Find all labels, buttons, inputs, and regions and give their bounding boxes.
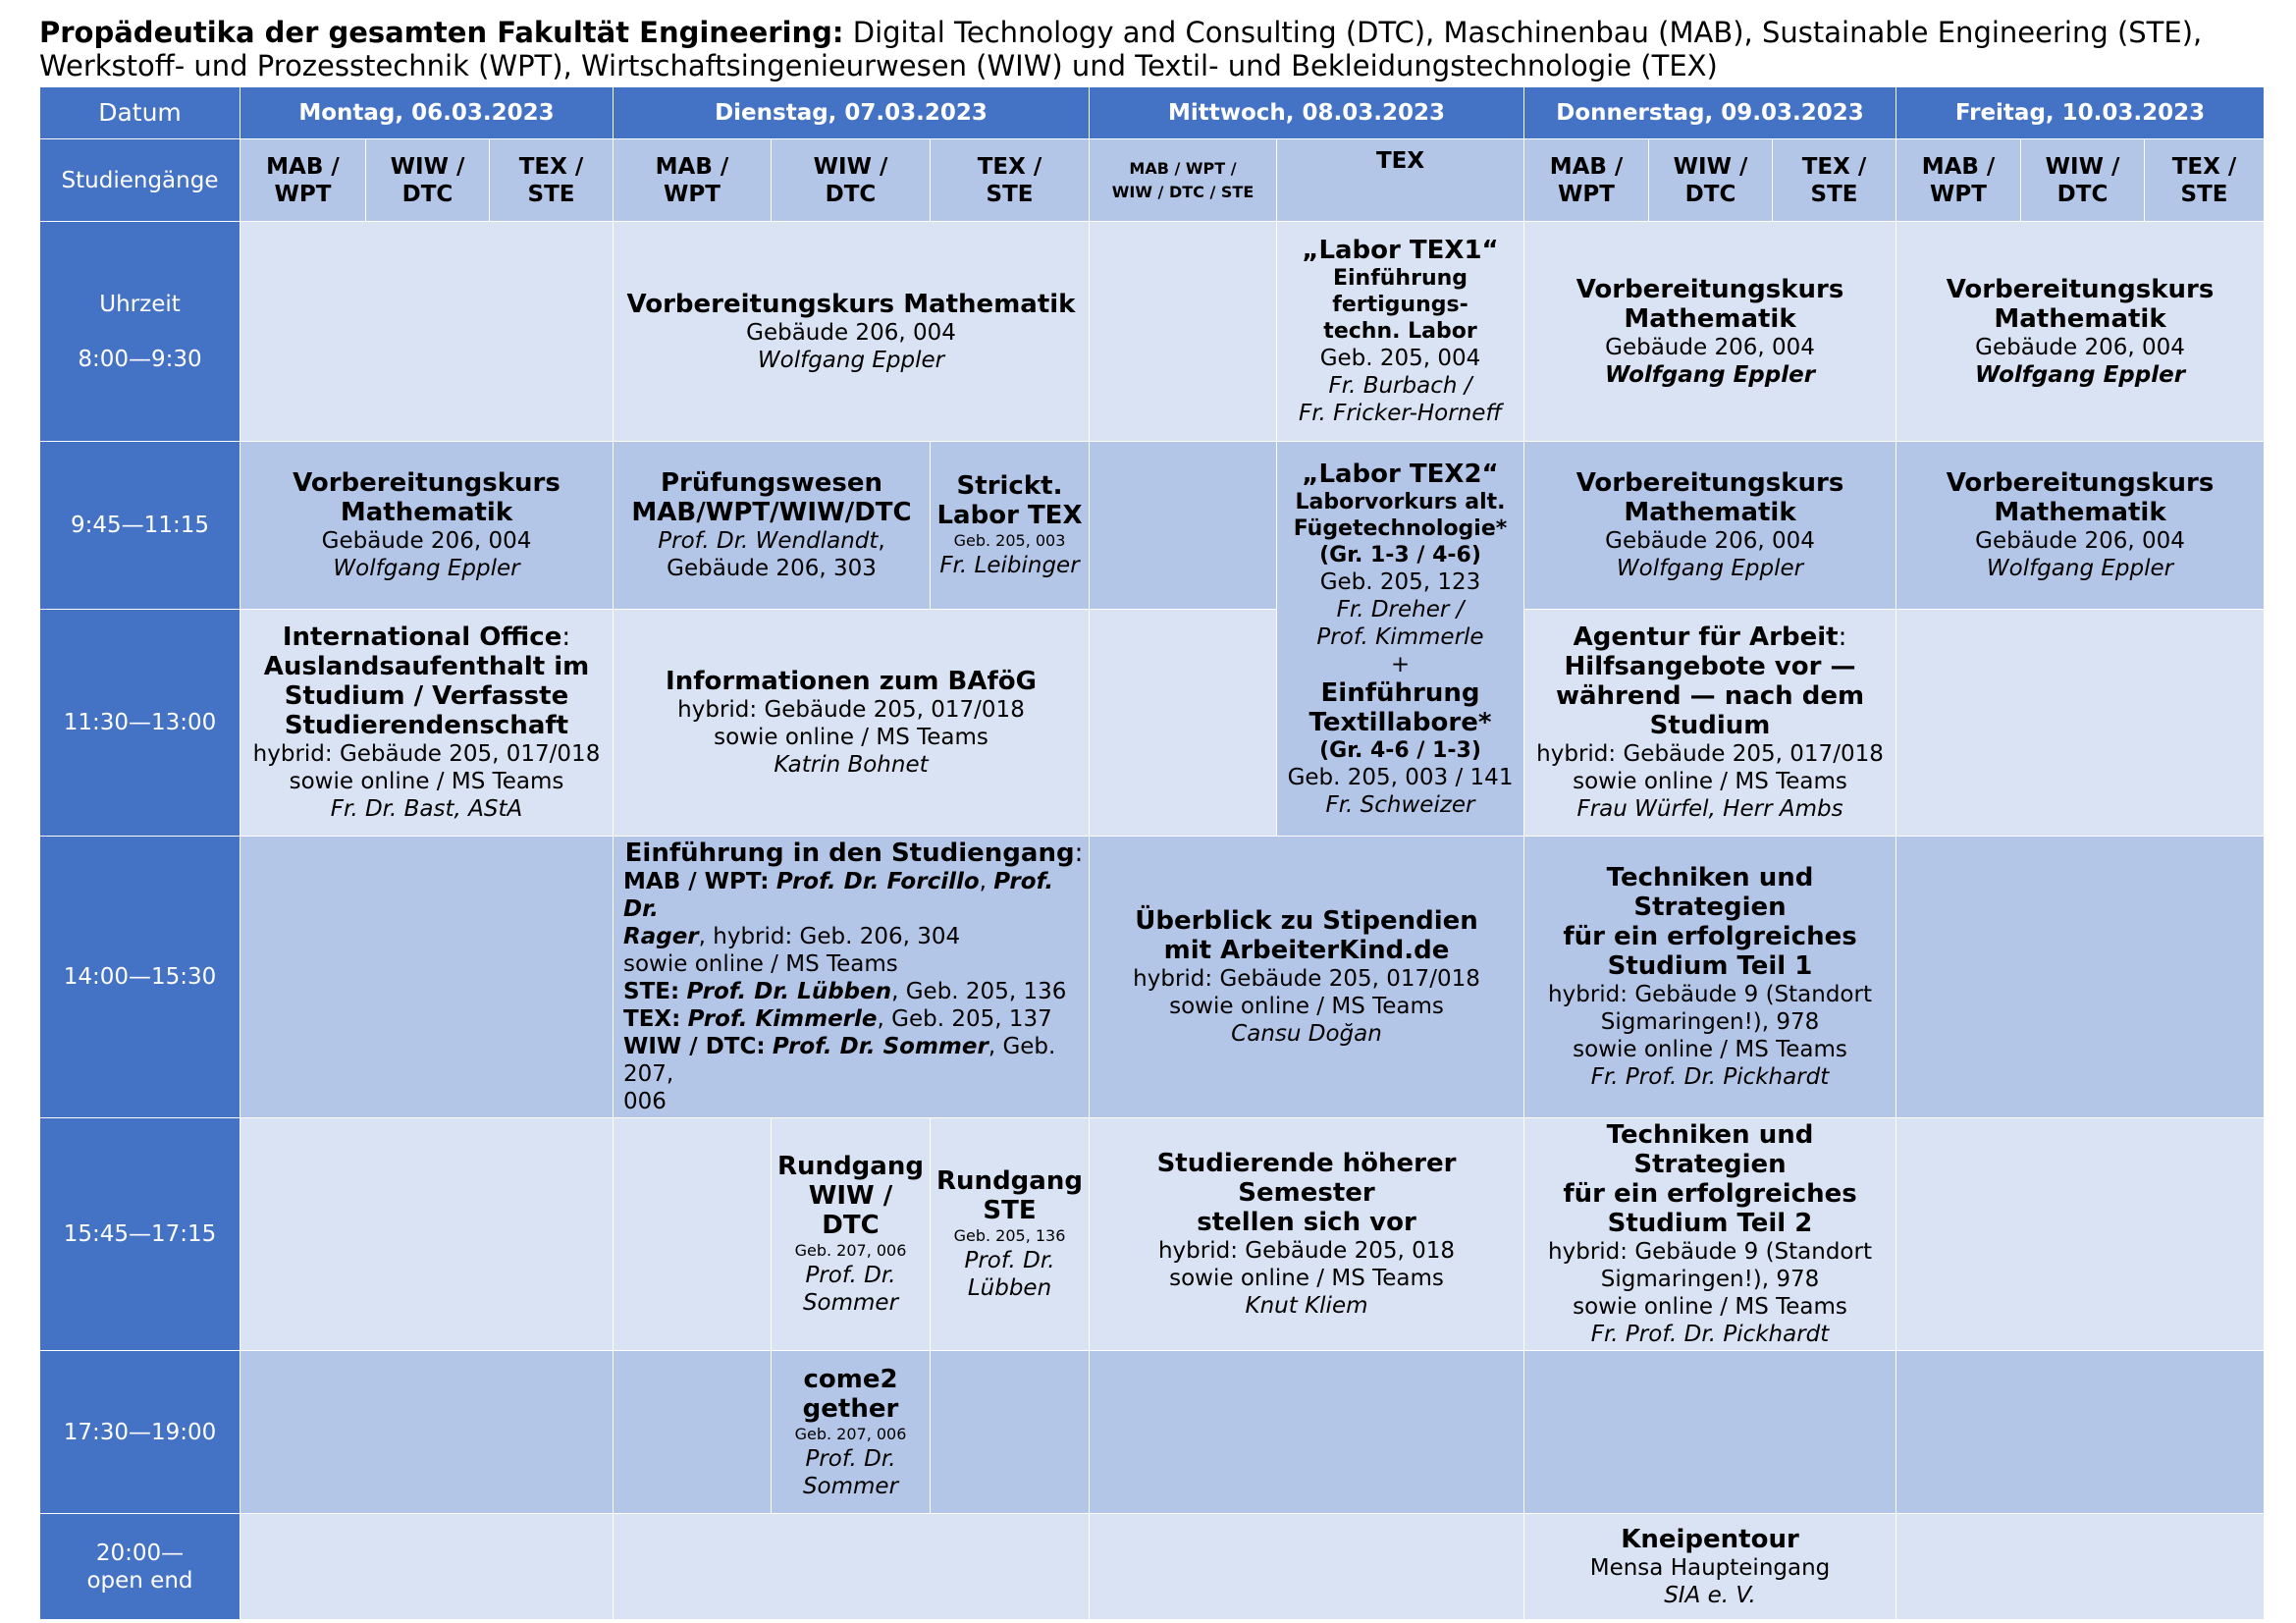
event-title: Überblick zu Stipendien <box>1135 906 1478 936</box>
event-room: Gebäude 206, 004 <box>1605 334 1815 360</box>
day-header-thursday: Donnerstag, 09.03.2023 <box>1524 87 1896 139</box>
program-label: MAB / WPT: <box>623 869 770 894</box>
event-room: , Geb. 207, <box>623 1034 1056 1087</box>
slot-row-1 <box>40 222 2265 442</box>
event-vorbereitungskurs-tue <box>614 222 1090 442</box>
time-label-5: 15:45—17:15 <box>40 1118 240 1351</box>
event-title: Rundgang <box>936 1166 1083 1196</box>
event-title: come2 <box>803 1364 898 1394</box>
empty-cell <box>1090 610 1277 837</box>
empty-cell <box>240 222 614 442</box>
program-label: STE: <box>623 979 680 1004</box>
event-title: Einführung <box>1320 677 1480 708</box>
event-location: hybrid: Gebäude 9 (Standort <box>1548 1239 1872 1265</box>
event-vorbereitungskurs-thu-2 <box>1524 442 1896 610</box>
event-hoehere-semester <box>1090 1118 1524 1351</box>
event-room: Gebäude 206, 004 <box>746 319 956 346</box>
event-person: Fr. Dreher / <box>1336 596 1465 622</box>
event-subtitle: Laborvorkurs alt. <box>1295 489 1506 514</box>
time-label-6: 17:30—19:00 <box>40 1351 240 1514</box>
empty-cell <box>1090 1351 1524 1514</box>
slot-row-5 <box>40 1118 2265 1351</box>
event-person: Prof. Dr. Wendlandt <box>658 528 879 554</box>
program-line: MAB / <box>655 153 729 180</box>
event-person: Wolfgang Eppler <box>333 556 520 581</box>
event-subtitle: fertigungs- <box>1332 293 1468 317</box>
program-mab-wpt <box>614 139 772 222</box>
slot-row-7 <box>40 1514 2265 1620</box>
event-person: Prof. Kimmerle <box>1316 623 1484 650</box>
time-text: 8:00—9:30 <box>78 346 202 372</box>
event-title: Vorbereitungskurs <box>1946 468 2215 498</box>
event-person: Prof. Kimmerle <box>687 1006 878 1032</box>
day-header-monday: Montag, 06.03.2023 <box>240 87 614 139</box>
empty-cell <box>614 1118 772 1351</box>
event-vorbereitungskurs-fri-2 <box>1896 442 2265 610</box>
event-room: Geb. 207, 006 <box>794 1424 907 1443</box>
einf-wiw-line <box>623 1033 1085 1088</box>
empty-cell <box>1896 1118 2265 1351</box>
empty-cell <box>1090 1514 1524 1620</box>
event-location: hybrid: Gebäude 205, 017/018 <box>1133 966 1480 992</box>
event-title: Mathematik <box>340 498 513 527</box>
event-room: Geb. 205, 003 / 141 <box>1287 764 1514 790</box>
event-title: gether <box>802 1393 899 1424</box>
program-line: WPT <box>1930 181 1987 207</box>
empty-cell <box>1896 1351 2265 1514</box>
event-person: Wolfgang Eppler <box>1604 361 1816 388</box>
event-person: Fr. Burbach / <box>1328 373 1472 399</box>
event-room: 006 <box>623 1089 667 1114</box>
event-online: sowie online / MS Teams <box>1169 994 1444 1019</box>
studiengaenge-label: Studiengänge <box>40 139 240 222</box>
schedule-table <box>39 86 2265 1620</box>
program-line: DTC <box>2056 181 2109 207</box>
event-room: Geb. 205, 003 <box>953 531 1066 550</box>
event-location: hybrid: Gebäude 205, 018 <box>1157 1238 1456 1264</box>
empty-cell <box>614 1351 772 1514</box>
program-line: WPT <box>274 181 332 207</box>
event-person: Wolfgang Eppler <box>1974 361 2186 388</box>
event-vorbereitungskurs-mon <box>240 442 614 610</box>
event-person: Lübben <box>967 1275 1052 1301</box>
event-person: Fr. Dr. Bast, AStA <box>330 796 523 822</box>
event-location: hybrid: Gebäude 9 (Standort <box>1548 982 1872 1007</box>
event-person: Prof. Dr. <box>805 1445 896 1472</box>
program-label: TEX: <box>623 1006 681 1032</box>
program-wiw-dtc <box>366 139 490 222</box>
program-line: TEX / <box>977 153 1042 180</box>
event-title: „Labor TEX2“ <box>1302 459 1499 489</box>
event-location: hybrid: Gebäude 205, 017/018 <box>677 697 1025 723</box>
event-title: WIW / DTC <box>808 1181 893 1240</box>
program-line: STE <box>2180 181 2228 207</box>
event-techniken-teil-2 <box>1524 1118 1896 1351</box>
event-title: Studierendenschaft <box>284 711 569 740</box>
event-person: Sommer <box>802 1290 899 1316</box>
event-title: Studium <box>1649 711 1771 740</box>
event-kneipentour <box>1524 1514 1896 1620</box>
event-title: Rundgang <box>777 1152 924 1181</box>
event-title: International Office <box>282 622 562 652</box>
event-room: Gebäude 206, 004 <box>1975 334 2185 360</box>
program-line: MAB / WPT / <box>1129 158 1237 178</box>
event-title: „Labor TEX1“ <box>1302 236 1499 265</box>
program-tex-ste <box>1773 139 1896 222</box>
event-einfuehrung-studiengang <box>614 837 1090 1118</box>
einf-ste-line <box>623 978 1085 1005</box>
page-title-bold: Propädeutika der gesamten Fakultät Engineering: <box>39 16 844 49</box>
event-location: Mensa Haupteingang <box>1589 1554 1831 1581</box>
event-room: , hybrid: Geb. 206, 304 <box>698 924 961 949</box>
event-person: Wolfgang Eppler <box>1986 556 2174 581</box>
empty-cell <box>1090 442 1277 610</box>
program-line: WPT <box>664 181 721 207</box>
event-title-line <box>1528 622 1892 652</box>
empty-cell <box>240 1118 614 1351</box>
event-room: Gebäude 206, 303 <box>667 556 877 581</box>
empty-cell <box>1896 610 2265 837</box>
program-wiw-dtc <box>2021 139 2145 222</box>
event-person: Sommer <box>802 1473 899 1499</box>
time-text: open end <box>86 1567 193 1594</box>
event-person: Knut Kliem <box>1245 1293 1368 1319</box>
event-person: Prof. Dr. Forcillo <box>775 869 980 894</box>
program-line: TEX / <box>518 153 584 180</box>
event-labor-tex1 <box>1277 222 1524 442</box>
slot-row-3 <box>40 610 2265 837</box>
event-room: , Geb. 205, 137 <box>877 1006 1052 1032</box>
event-person: Prof. Dr. <box>623 869 1054 922</box>
event-subtitle: Einführung <box>1332 266 1468 291</box>
program-mab-wpt <box>1896 139 2021 222</box>
event-person: Prof. Dr. <box>964 1248 1055 1273</box>
empty-cell <box>931 1351 1090 1514</box>
plus-sign: + <box>1390 651 1411 677</box>
program-line: STE <box>527 181 575 207</box>
slot-row-6 <box>40 1351 2265 1514</box>
event-room: , Geb. 205, 136 <box>891 979 1067 1004</box>
event-title: Textillabore* <box>1308 707 1492 737</box>
time-label-7 <box>40 1514 240 1620</box>
event-title: Mathematik <box>1624 498 1796 527</box>
program-line: STE <box>1810 181 1858 207</box>
event-room: Gebäude 206, 004 <box>321 528 532 554</box>
event-location: Sigmaringen!), 978 <box>1600 1009 1820 1035</box>
program-line: WIW / <box>813 153 888 180</box>
event-location: hybrid: Gebäude 205, 017/018 <box>252 741 601 767</box>
empty-cell <box>1896 837 2265 1118</box>
event-online: sowie online / MS Teams <box>1169 1266 1444 1291</box>
slot-row-4 <box>40 837 2265 1118</box>
separator: : <box>561 622 571 652</box>
event-title: Einführung in den Studiengang <box>624 839 1075 868</box>
event-vorbereitungskurs-fri-1 <box>1896 222 2265 442</box>
date-row <box>40 87 2265 139</box>
empty-cell <box>1896 1514 2265 1620</box>
event-strickt-labor <box>931 442 1090 610</box>
event-online: sowie online / MS Teams <box>1573 1294 1847 1320</box>
event-title: Auslandsaufenthalt im <box>263 652 590 681</box>
einf-tex-line <box>623 1005 1085 1033</box>
event-online: sowie online / MS Teams <box>623 951 898 977</box>
event-person: Prof. Dr. Lübben <box>686 979 892 1004</box>
day-header-tuesday: Dienstag, 07.03.2023 <box>614 87 1090 139</box>
event-subtitle: (Gr. 1-3 / 4-6) <box>1319 542 1481 568</box>
event-title: MAB/WPT/WIW/DTC <box>631 498 912 527</box>
time-label-1 <box>40 222 240 442</box>
einf-mab-line-2 <box>623 923 1085 950</box>
slot-row-2 <box>40 442 2265 610</box>
event-bafoeg <box>614 610 1090 837</box>
event-title: Vorbereitungskurs <box>1946 274 2215 304</box>
event-title: Agentur für Arbeit <box>1573 622 1839 652</box>
program-line: WPT <box>1558 181 1615 207</box>
event-title-line <box>623 839 1085 868</box>
empty-cell <box>240 1351 614 1514</box>
program-label: WIW / DTC: <box>623 1034 766 1059</box>
event-online: sowie online / MS Teams <box>1573 769 1847 794</box>
event-title: stellen sich vor <box>1197 1208 1416 1237</box>
empty-cell <box>240 837 614 1118</box>
einf-mab-line <box>623 868 1085 923</box>
event-stipendien <box>1090 837 1524 1118</box>
uhrzeit-label: Uhrzeit <box>99 291 181 317</box>
event-title: Studierende höherer Semester <box>1156 1149 1457 1208</box>
event-title: Techniken und Strategien <box>1606 863 1814 922</box>
program-line: WIW / DTC / STE <box>1111 182 1255 201</box>
event-person: Rager <box>623 924 699 949</box>
event-person: Prof. Dr. <box>805 1263 896 1288</box>
program-wiw-dtc <box>772 139 931 222</box>
program-line: TEX / <box>1801 153 1867 180</box>
program-wiw-dtc <box>1649 139 1773 222</box>
event-person: Wolfgang Eppler <box>757 347 945 373</box>
time-text: 20:00— <box>95 1540 185 1566</box>
program-line: MAB / <box>1921 153 1996 180</box>
event-pruefungswesen <box>614 442 931 610</box>
program-line: DTC <box>825 181 877 207</box>
time-label-4: 14:00—15:30 <box>40 837 240 1118</box>
event-title: Studium Teil 2 <box>1607 1209 1813 1238</box>
event-person: Wolfgang Eppler <box>1616 556 1804 581</box>
event-title: Vorbereitungskurs <box>293 468 561 498</box>
page-title <box>39 16 2268 82</box>
event-come2gether <box>772 1351 931 1514</box>
event-techniken-teil-1 <box>1524 837 1896 1118</box>
event-title: Techniken und Strategien <box>1606 1120 1814 1179</box>
event-location: Sigmaringen!), 978 <box>1600 1267 1820 1292</box>
event-title: für ein erfolgreiches <box>1563 922 1857 951</box>
event-title: während — nach dem <box>1555 681 1865 711</box>
event-person: Fr. Fricker-Horneff <box>1298 401 1503 426</box>
program-wed-group <box>1090 139 1277 222</box>
event-online: sowie online / MS Teams <box>714 725 988 750</box>
event-title: Strickt. <box>956 471 1063 501</box>
event-title: Informationen zum BAföG <box>666 667 1037 696</box>
program-line: WIW / <box>1673 153 1748 180</box>
program-mab-wpt <box>240 139 366 222</box>
separator: , <box>979 869 987 894</box>
event-online: sowie online / MS Teams <box>1573 1037 1847 1062</box>
event-title: Mathematik <box>1994 303 2166 334</box>
event-person: Fr. Prof. Dr. Pickhardt <box>1590 1322 1830 1347</box>
event-title: Prüfungswesen <box>660 468 883 498</box>
separator: : <box>1074 839 1084 868</box>
spacer <box>44 318 236 346</box>
event-title: Studium / Verfasste <box>284 681 569 711</box>
event-person: Fr. Schweizer <box>1325 791 1475 818</box>
empty-cell <box>240 1514 614 1620</box>
event-title: Hilfsangebote vor — <box>1564 652 1856 681</box>
program-tex: TEX <box>1277 139 1524 222</box>
program-line: MAB / <box>1549 153 1624 180</box>
page-title-rest: Digital Technology and Consulting (DTC), Maschinenbau (MAB), Sustainable Engineering (STE), Werkstoff- und Prozesstechnik (WPT), Wirtschaftsingenieurwesen (WIW) und Textil- und Bekleidungstechnologie (TEX) <box>39 16 2203 82</box>
program-line: DTC <box>1684 181 1736 207</box>
event-person-line <box>617 527 926 555</box>
event-title-line <box>244 622 609 652</box>
time-label-2: 9:45—11:15 <box>40 442 240 610</box>
event-subtitle: techn. Labor <box>1323 319 1477 344</box>
empty-cell <box>1090 222 1277 442</box>
program-line: MAB / <box>266 153 340 180</box>
program-tex-ste <box>931 139 1090 222</box>
empty-cell <box>1524 1351 1896 1514</box>
event-subtitle: (Gr. 4-6 / 1-3) <box>1319 737 1481 763</box>
event-labor-tex2 <box>1277 442 1524 837</box>
event-title: mit ArbeiterKind.de <box>1163 936 1450 965</box>
event-room: Geb. 207, 006 <box>794 1241 907 1260</box>
event-title: Studium Teil 1 <box>1607 951 1813 981</box>
event-title: Vorbereitungskurs Mathematik <box>626 289 1076 319</box>
event-person: Fr. Prof. Dr. Pickhardt <box>1590 1064 1830 1090</box>
programs-row <box>40 139 2265 222</box>
program-tex-ste <box>490 139 614 222</box>
event-room: Geb. 205, 123 <box>1319 568 1481 595</box>
event-title: STE <box>983 1196 1037 1225</box>
program-line: WIW / <box>390 153 465 180</box>
time-label-3: 11:30—13:00 <box>40 610 240 837</box>
event-person: Cansu Doğan <box>1231 1021 1382 1047</box>
separator: , <box>878 528 885 554</box>
separator: : <box>1838 622 1847 652</box>
event-vorbereitungskurs-thu-1 <box>1524 222 1896 442</box>
program-line: TEX / <box>2171 153 2237 180</box>
event-person: Prof. Dr. Sommer <box>772 1034 988 1059</box>
event-subtitle: Fügetechnologie* <box>1293 515 1508 541</box>
event-room: Gebäude 206, 004 <box>1605 528 1815 554</box>
datum-label: Datum <box>40 87 240 139</box>
event-title: Vorbereitungskurs <box>1575 274 1844 304</box>
event-title: Labor TEX <box>936 501 1083 530</box>
event-room: Geb. 205, 136 <box>953 1226 1066 1245</box>
empty-cell <box>614 1514 1090 1620</box>
event-rundgang-wiw-dtc <box>772 1118 931 1351</box>
program-line: WIW / <box>2045 153 2120 180</box>
event-location: hybrid: Gebäude 205, 017/018 <box>1536 741 1884 767</box>
event-title: für ein erfolgreiches <box>1563 1179 1857 1209</box>
event-online: sowie online / MS Teams <box>289 769 564 794</box>
event-rundgang-ste <box>931 1118 1090 1351</box>
event-title: Mathematik <box>1624 303 1796 334</box>
event-agentur-fuer-arbeit <box>1524 610 1896 837</box>
event-person: Katrin Bohnet <box>774 752 929 778</box>
day-header-friday: Freitag, 10.03.2023 <box>1896 87 2265 139</box>
event-person: Frau Würfel, Herr Ambs <box>1576 796 1843 822</box>
event-title: Kneipentour <box>1621 1524 1799 1554</box>
program-line: DTC <box>401 181 454 207</box>
event-person: SIA e. V. <box>1664 1582 1756 1608</box>
event-title: Vorbereitungskurs <box>1575 468 1844 498</box>
event-room: Geb. 205, 004 <box>1319 346 1481 371</box>
day-header-wednesday: Mittwoch, 08.03.2023 <box>1090 87 1524 139</box>
program-line: STE <box>986 181 1034 207</box>
event-room: Gebäude 206, 004 <box>1975 528 2185 554</box>
program-tex-ste <box>2145 139 2265 222</box>
event-title: Mathematik <box>1994 498 2166 527</box>
program-mab-wpt <box>1524 139 1649 222</box>
event-international-office <box>240 610 614 837</box>
event-person: Fr. Leibinger <box>939 553 1080 578</box>
